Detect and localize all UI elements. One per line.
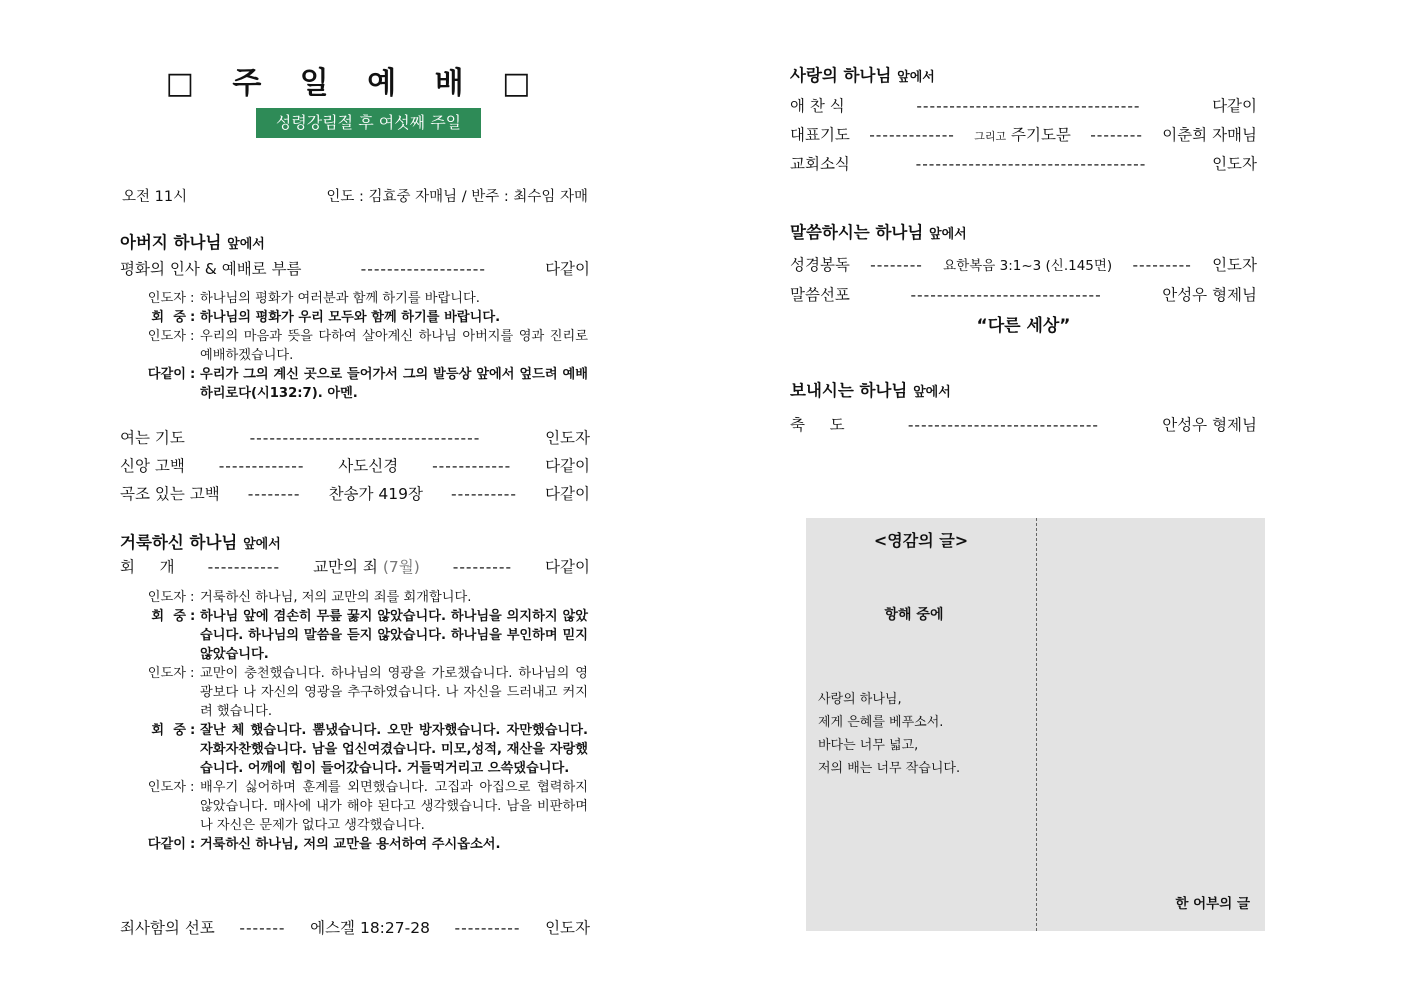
order-item-label: 회 개 [120,558,175,576]
litany-text: 배우기 싫어하며 훈계를 외면했습니다. 고집과 아집으로 협력하지 않았습니다. 매사에 내가 해야 된다고 생각했습니다. 남을 비판하며 나 자신은 문제가 없다고 생각했습니다. [200,780,588,833]
service-time: 오전 11시 [122,189,188,205]
litany-text: 우리가 그의 계신 곳으로 들어가서 그의 발등상 앞에서 엎드려 예배하리로다(시132:7). 아멘. [200,367,588,401]
litany-speaker: 인도자 [147,590,186,605]
order-item-performer: 이춘희 자매님 [1162,126,1257,144]
litany-speaker: 다같이 [147,837,186,852]
order-item-performer: 다같이 [545,260,590,278]
section-heading-text: 아버지 하나님 [120,233,222,252]
section-heading-love [790,62,935,86]
fold-line [1036,518,1037,931]
order-item-representative-prayer [790,123,1257,145]
order-item-label: 말씀선포 [790,286,850,304]
dash-leader: -------- [247,485,301,503]
order-item-label: 교회소식 [790,155,850,173]
order-item-detail: 에스겔 18:27-28 [310,919,430,937]
poem-line: 사랑의 하나님, [818,692,902,707]
order-item-performer: 인도자 [1212,256,1257,274]
litany-text: 거룩하신 하나님, 저의 교만을 용서하여 주시옵소서. [200,837,501,852]
dash-leader: ----------------------------------- [915,155,1147,173]
order-item-detail: 요한복음 3:1~3 (신.145면) [943,258,1113,274]
section-heading-small: 앞에서 [243,537,281,552]
inspiration-heading: <영감의 글> [873,531,969,550]
section-heading-word [790,219,967,243]
detail-text: 교만의 죄 [313,558,378,576]
service-leaders: 인도 : 김효중 자매님 / 반주 : 최수임 자매 [326,189,588,205]
litany-speaker: 인도자 [147,329,186,344]
order-item-label: 축 도 [790,416,845,434]
detail-text: 주기도문 [1011,126,1071,144]
litany-speaker: 인도자 [147,666,186,681]
dash-leader: ----------------------------- [907,416,1100,434]
dash-leader: ------------------- [360,260,486,278]
dash-leader: ---------------------------------- [916,97,1141,115]
order-item-performer: 다같이 [545,457,590,475]
dash-leader: ------- [239,919,286,937]
dash-leader: ------------ [432,457,512,475]
order-item-benediction [790,413,1257,435]
section-heading-text: 보내시는 하나님 [790,381,908,400]
litany-text: 하나님의 평화가 여러분과 함께 하기를 바랍니다. [200,291,480,306]
repentance-litany: 인도자 : 거룩하신 하나님, 저의 교만의 죄를 회개합니다. 회 중 : 하나님 앞에 겸손히 무릎 꿇지 않았습니다. 하나님을 의지하지 않았습니다. 하나님의 말씀을 듣지 않았습니다. 하나님을 부인하며 믿지 않았습니다. 인도자 : 교만이 충천했습니다. 하나님의 영광을 가로챘습니다. 하나님의 영광보다 나 자신의 영광을 추구하였습니다. 나 자신을 드러내고 커지려 했습니다. 회 중 : 잘난 체 했습니다. 뽐냈습니다. 오만 방자했습니다. 자만했습니다. 자화자찬했습니다. 남을 업신여겼습니다. 미모,성적, 재산을 자랑했습니다. 어깨에 힘이 들어갔습니다. 거들먹거리고 으쓱댔습니다. 인도자 : 배우기 싫어하며 훈계를 외면했습니다. 고집과 아집으로 협력하지 않았습니다. 매사에 내가 해야 된다고 생각했습니다. 남을 비판하며 나 자신은 문제가 없다고 생각했습니다. 다같이 : 거룩하신 하나님, 저의 교만을 용서하여 주시옵소서. [122,588,588,854]
dash-leader: ----------------------------- [910,286,1102,304]
dash-leader: -------- [870,256,923,274]
detail-note: (7월) [382,558,420,576]
litany-text: 잘난 체 했습니다. 뽐냈습니다. 오만 방자했습니다. 자만했습니다. 자화자찬했습니다. 남을 업신여겼습니다. 미모,성적, 재산을 자랑했습니다. 어깨에 힘이 들어갔습니다. 거들먹거리고 으쓱댔습니다. [200,723,588,776]
dash-leader: --------- [1132,256,1192,274]
litany-speaker: 회 중 [151,723,186,738]
section-heading-small: 앞에서 [897,70,935,85]
order-item-greeting [120,257,590,279]
litany-text: 우리의 마음과 뜻을 다하여 살아계신 하나님 아버지를 영과 진리로 예배하겠습니다. [200,329,588,363]
dash-leader: ----------------------------------- [249,429,481,447]
order-item-hymn [120,482,590,504]
dash-leader: -------- [1090,126,1143,144]
order-item-detail: 찬송가 419장 [328,485,423,503]
order-item-scripture [790,253,1257,275]
order-item-detail [313,555,420,577]
litany-text: 거룩하신 하나님, 저의 교만의 죄를 회개합니다. [200,590,472,605]
order-item-performer: 인도자 [545,429,590,447]
order-item-detail [974,123,1071,145]
poem-line: 바다는 너무 넓고, [818,738,919,753]
order-item-sermon [790,283,1257,305]
order-item-label: 여는 기도 [120,429,185,447]
order-item-performer: 안성우 형제님 [1162,416,1257,434]
order-item-absolution [120,916,590,938]
order-item-label: 대표기도 [790,126,850,144]
sermon-title: “다른 세상” [976,316,1071,336]
section-heading-small: 앞에서 [913,385,951,400]
section-heading-text: 말씀하시는 하나님 [790,223,924,242]
service-info [122,185,588,206]
page-title: □ 주 일 예 배 □ [165,66,545,101]
order-item-creed [120,454,590,476]
section-heading-text: 사랑의 하나님 [790,66,892,85]
order-item-label: 신앙 고백 [120,457,185,475]
order-item-label: 죄사함의 선포 [120,919,215,937]
liturgical-season-badge: 성령강림절 후 여섯째 주일 [256,108,481,138]
dash-leader: ---------- [454,919,521,937]
order-item-repentance [120,555,590,577]
order-item-label: 평화의 인사 & 예배로 부름 [120,260,302,278]
poem-body [818,688,1028,780]
litany-text: 하나님의 평화가 우리 모두와 함께 하기를 바랍니다. [200,310,501,325]
litany-speaker: 인도자 [147,291,186,306]
dash-leader: ------------- [869,126,955,144]
poem-source: 한 어부의 글 [1175,896,1250,912]
section-heading-sending [790,377,951,401]
order-item-performer: 인도자 [545,919,590,937]
litany-speaker: 회 중 [151,310,186,325]
section-heading-small: 앞에서 [929,227,967,242]
order-item-performer: 안성우 형제님 [1162,286,1257,304]
litany-speaker: 다같이 [147,367,186,382]
litany-text: 하나님 앞에 겸손히 무릎 꿇지 않았습니다. 하나님을 의지하지 않았습니다. 하나님의 말씀을 듣지 않았습니다. 하나님을 부인하며 믿지 않았습니다. [200,609,588,662]
order-item-performer: 인도자 [1212,155,1257,173]
order-item-opening-prayer [120,426,590,448]
section-heading-father [120,229,265,253]
litany-speaker: 회 중 [151,609,186,624]
order-item-announcements [790,152,1257,174]
dash-leader: ------------- [218,457,305,475]
dash-leader: ---------- [451,485,517,503]
dash-leader: ----------- [207,558,281,576]
section-heading-text: 거룩하신 하나님 [120,533,238,552]
section-heading-holy [120,529,281,553]
order-item-performer: 다같이 [1212,97,1257,115]
order-item-performer: 다같이 [545,485,590,503]
poem-line: 저의 배는 너무 작습니다. [818,761,961,776]
litany-text: 교만이 충천했습니다. 하나님의 영광을 가로챘습니다. 하나님의 영광보다 나 자신의 영광을 추구하였습니다. 나 자신을 드러내고 커지려 했습니다. [200,666,588,719]
order-item-label: 곡조 있는 고백 [120,485,220,503]
order-item-performer: 다같이 [545,558,590,576]
call-to-worship-litany: 인도자 : 하나님의 평화가 여러분과 함께 하기를 바랍니다. 회 중 : 하나님의 평화가 우리 모두와 함께 하기를 바랍니다. 인도자 : 우리의 마음과 뜻을 다하여 살아계신 하나님 아버지를 영과 진리로 예배하겠습니다. 다같이 : 우리가 그의 계신 곳으로 들어가서 그의 발등상 앞에서 엎드려 예배하리로다(시132:7). 아멘. [122,289,588,403]
dash-leader: --------- [452,558,513,576]
poem-line: 제게 은혜를 베푸소서. [818,715,944,730]
poem-title: 항해 중에 [884,607,944,623]
order-item-label: 애 찬 식 [790,97,845,115]
order-item-agape [790,94,1257,116]
order-item-detail: 사도신경 [338,457,399,475]
detail-conjunction: 그리고 [974,130,1007,143]
order-item-label: 성경봉독 [790,256,850,274]
section-heading-small: 앞에서 [227,237,265,252]
litany-speaker: 인도자 [147,780,186,795]
